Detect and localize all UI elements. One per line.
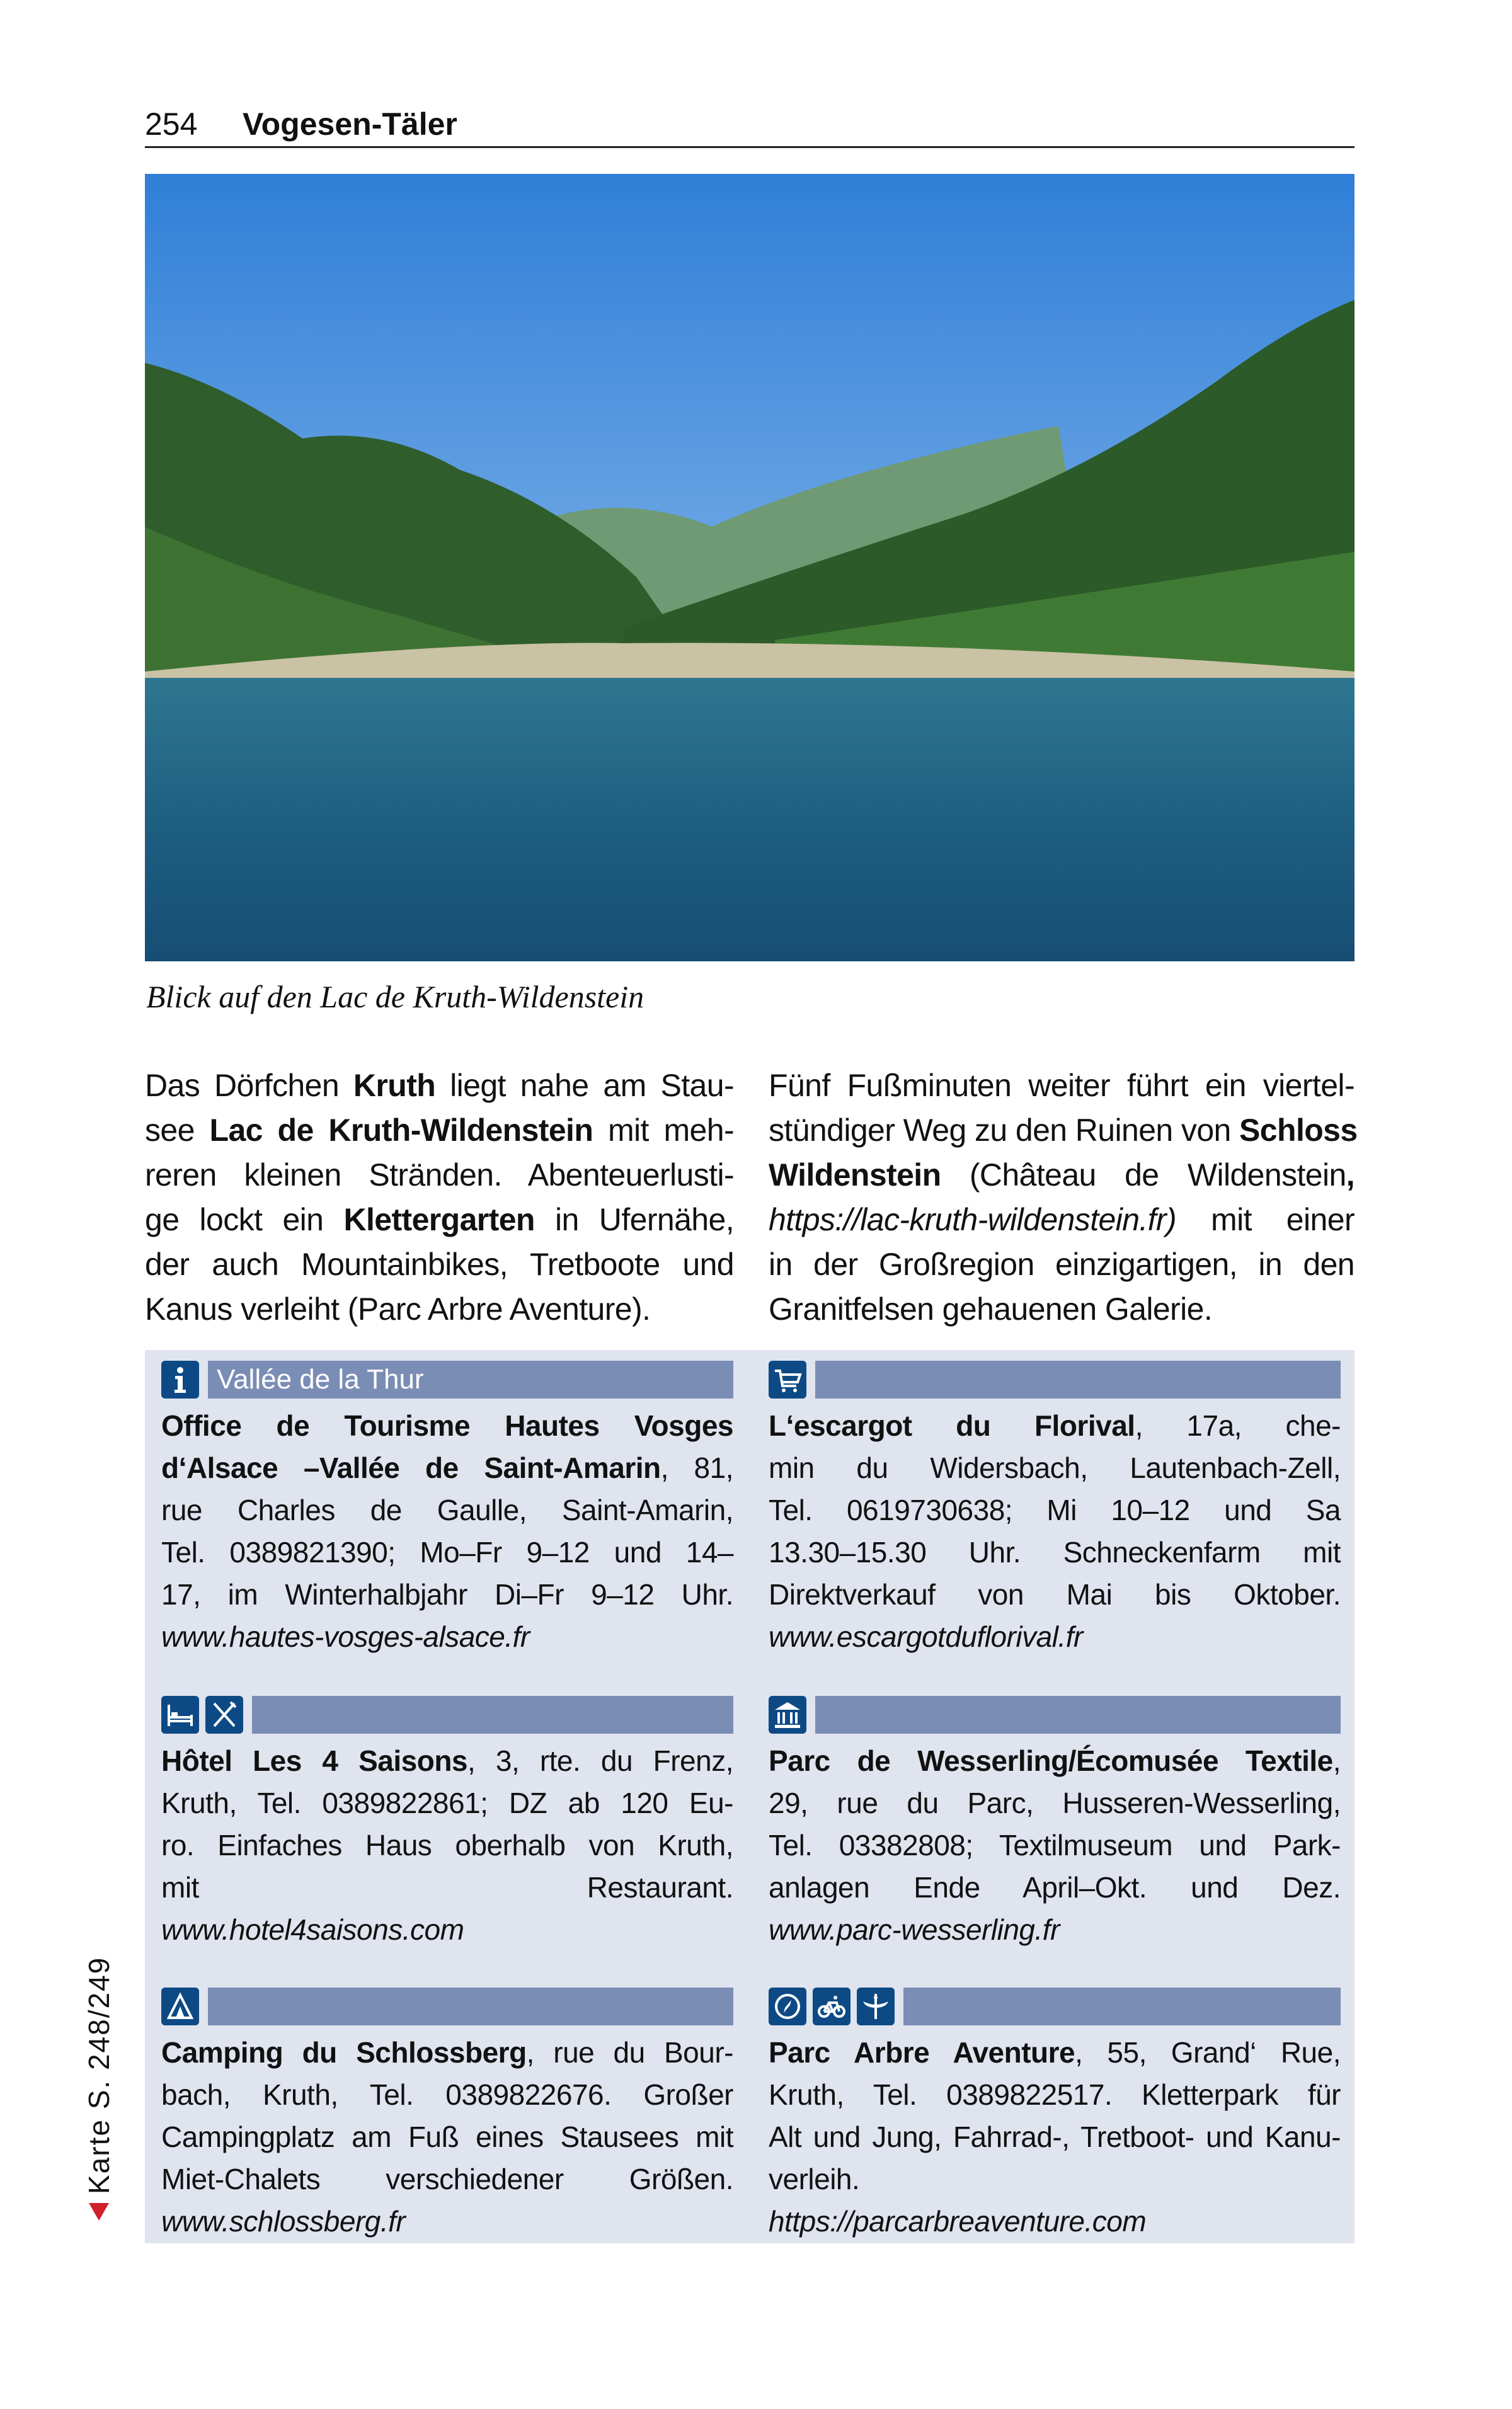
text-line [161, 1824, 733, 1867]
bold-text: Klettergarten [343, 1202, 535, 1237]
text-line [161, 1447, 733, 1489]
website-link[interactable]: www.parc-wesserling.fr [769, 1913, 1060, 1946]
text: ro. Einfaches Haus oberhalb von Kruth, [161, 1829, 733, 1862]
bold-text: Kruth [353, 1068, 436, 1103]
entry-adventure-park [769, 1988, 1341, 2243]
category-bar [815, 1361, 1341, 1399]
shopping-cart-icon [769, 1361, 806, 1399]
text: Kruth, Tel. 0389822861; DZ ab 120 Eu- [161, 1787, 733, 1819]
text: bach, Kruth, Tel. 0389822676. Großer [161, 2078, 733, 2111]
text: Campingplatz am Fuß eines Stausees mit [161, 2120, 733, 2153]
text: , 81, [660, 1451, 733, 1484]
text: Granitfelsen gehauenen Galerie. [769, 1291, 1213, 1327]
entry-text [769, 1405, 1341, 1658]
text-line [769, 2158, 1341, 2200]
page-number: 254 [145, 106, 198, 142]
text-line [161, 1531, 733, 1574]
bold-text: L‘escargot du Florival [769, 1409, 1135, 1442]
text-line [769, 1405, 1341, 1447]
bold-text: d‘Alsace –Vallée de Saint-Amarin [161, 1451, 661, 1484]
text-line [769, 1616, 1341, 1658]
text: mit meh- [593, 1113, 735, 1148]
tent-icon [161, 1988, 199, 2025]
website-link[interactable]: www.hautes-vosges-alsace.fr [161, 1620, 530, 1653]
entry-text [161, 1740, 733, 1951]
entry-text [769, 1740, 1341, 1951]
text-line [161, 1740, 733, 1782]
text-line [161, 1574, 733, 1616]
text: Alt und Jung, Fahrrad-, Tretboot- und Kanu- [769, 2120, 1341, 2153]
website-link[interactable]: https://parcarbreaventure.com [769, 2205, 1147, 2238]
category-bar [903, 1988, 1341, 2025]
bold-text: Parc de Wesserling/Écomusée Textile [769, 1744, 1333, 1777]
bold-text: Wildenstein [769, 1157, 941, 1193]
map-reference-text: Karte S. 248/249 [83, 1956, 115, 2194]
text-line [769, 1531, 1341, 1574]
text-line [145, 1108, 734, 1153]
text: 29, rue du Parc, Husseren-Wesserling, [769, 1787, 1341, 1819]
text: Kruth, Tel. 0389822517. Kletterpark für [769, 2078, 1341, 2111]
text-line [769, 2074, 1341, 2116]
text: Das Dörfchen [145, 1068, 353, 1103]
fork-knife-icon [205, 1696, 243, 1734]
canoe-icon [857, 1988, 895, 2025]
bold-text: , [1346, 1157, 1354, 1193]
body-text-right [769, 1063, 1358, 1332]
text-line [769, 1740, 1341, 1782]
website-link[interactable]: https://lac-kruth-wildenstein.fr) [769, 1202, 1177, 1237]
text: der auch Mountainbikes, Tretboote und [145, 1247, 734, 1282]
text-line [145, 1287, 734, 1332]
bold-text: Camping du Schlossberg [161, 2036, 527, 2069]
text-line [161, 1867, 733, 1909]
header-divider [145, 146, 1354, 148]
text: stündiger Weg zu den Ruinen von [769, 1113, 1240, 1148]
text: , rue du Bour- [526, 2036, 733, 2069]
text: Tel. 0389821390; Mo–Fr 9–12 und 14– [161, 1536, 733, 1569]
entry-header [161, 1361, 733, 1399]
text-line [769, 1447, 1341, 1489]
entry-header [161, 1696, 733, 1734]
text-line [161, 2116, 733, 2158]
text: anlagen Ende April–Okt. und Dez. [769, 1871, 1341, 1904]
text: (Château de Wildenstein [941, 1157, 1346, 1193]
website-link[interactable]: www.schlossberg.fr [161, 2205, 406, 2238]
text-line [161, 2032, 733, 2074]
text-line [769, 2200, 1341, 2243]
text: 13.30–15.30 Uhr. Schneckenfarm mit [769, 1536, 1341, 1569]
bicycle-icon [813, 1988, 850, 2025]
text: Fünf Fußminuten weiter führt ein viertel- [769, 1068, 1354, 1103]
text-line [769, 1867, 1341, 1909]
entry-text [161, 2032, 733, 2243]
text-line [769, 1242, 1354, 1287]
entry-escargot [769, 1361, 1341, 1658]
museum-icon [769, 1696, 806, 1734]
map-reference [82, 1957, 116, 2221]
text: Miet-Chalets verschiedener Größen. [161, 2163, 733, 2195]
text-line [769, 1574, 1341, 1616]
text-line [769, 1153, 1354, 1198]
text-line [769, 1108, 1358, 1153]
text-line [161, 1909, 733, 1951]
text: Tel. 0619730638; Mi 10–12 und Sa [769, 1494, 1341, 1526]
text: 17, im Winterhalbjahr Di–Fr 9–12 Uhr. [161, 1578, 733, 1611]
category-bar: Vallée de la Thur [208, 1361, 733, 1399]
bed-icon [161, 1696, 199, 1734]
running-header-title: Vogesen-Täler [243, 106, 457, 142]
text: in Ufernähe, [534, 1202, 734, 1237]
info-icon [161, 1361, 199, 1399]
website-link[interactable]: www.hotel4saisons.com [161, 1913, 464, 1946]
text-line [769, 1063, 1354, 1108]
text-line [161, 1489, 733, 1531]
text: mit Restaurant. [161, 1871, 733, 1904]
lake-photo [145, 174, 1354, 961]
website-link[interactable]: www.escargotduflorival.fr [769, 1620, 1083, 1653]
text: ge lockt ein [145, 1202, 344, 1237]
text-line [769, 2032, 1341, 2074]
entry-header [769, 1696, 1341, 1734]
entry-camping [161, 1988, 733, 2243]
entry-header [769, 1361, 1341, 1399]
entry-tourist-office [161, 1361, 733, 1658]
bold-text: Office de Tourisme Hautes Vosges [161, 1409, 733, 1442]
text: , 17a, che- [1135, 1409, 1341, 1442]
text: verleih. [769, 2163, 860, 2195]
text-line [769, 1489, 1341, 1531]
text: , 55, Grand‘ Rue, [1075, 2036, 1341, 2069]
text-line [769, 2116, 1341, 2158]
entry-text [161, 1405, 733, 1658]
text: , 3, rte. du Frenz, [467, 1744, 733, 1777]
arrow-icon [89, 2203, 109, 2221]
entry-header [161, 1988, 733, 2025]
text-line [769, 1909, 1341, 1951]
text: liegt nahe am Stau- [435, 1068, 734, 1103]
text: mit einer [1176, 1202, 1354, 1237]
bold-text: Lac de Kruth-Wildenstein [209, 1113, 593, 1148]
compass-icon [769, 1988, 806, 2025]
category-bar [815, 1696, 1341, 1734]
category-bar [252, 1696, 733, 1734]
text-line [161, 2074, 733, 2116]
text-line [769, 1287, 1354, 1332]
entry-museum [769, 1696, 1341, 1951]
entry-header [769, 1988, 1341, 2025]
text-line [769, 1824, 1341, 1867]
bold-text: Schloss [1239, 1113, 1358, 1148]
text: Kanus verleiht (Parc Arbre Aventure). [145, 1291, 651, 1327]
text: Tel. 03382808; Textilmuseum und Park- [769, 1829, 1341, 1862]
text-line [161, 1782, 733, 1824]
text: , [1332, 1744, 1341, 1777]
text-line [145, 1242, 734, 1287]
text-line [145, 1063, 734, 1108]
text-line [145, 1198, 734, 1242]
text-line [145, 1153, 734, 1198]
text-line [769, 1782, 1341, 1824]
category-bar [208, 1988, 733, 2025]
text: min du Widersbach, Lautenbach-Zell, [769, 1451, 1341, 1484]
text-line [161, 1405, 733, 1447]
bold-text: Parc Arbre Aventure [769, 2036, 1075, 2069]
entry-text [769, 2032, 1341, 2243]
entry-hotel [161, 1696, 733, 1951]
text: see [145, 1113, 210, 1148]
bold-text: Hôtel Les 4 Saisons [161, 1744, 468, 1777]
text-line [161, 2158, 733, 2200]
photo-caption: Blick auf den Lac de Kruth-Wildenstein [146, 979, 644, 1014]
text: in der Großregion einzigartigen, in den [769, 1247, 1354, 1282]
text-line [161, 2200, 733, 2243]
text: Direktverkauf von Mai bis Oktober. [769, 1578, 1341, 1611]
body-text-left [145, 1063, 734, 1332]
text-line [161, 1616, 733, 1658]
text: reren kleinen Stränden. Abenteuerlusti- [145, 1157, 734, 1193]
text-line [769, 1198, 1354, 1242]
text: rue Charles de Gaulle, Saint-Amarin, [161, 1494, 733, 1526]
